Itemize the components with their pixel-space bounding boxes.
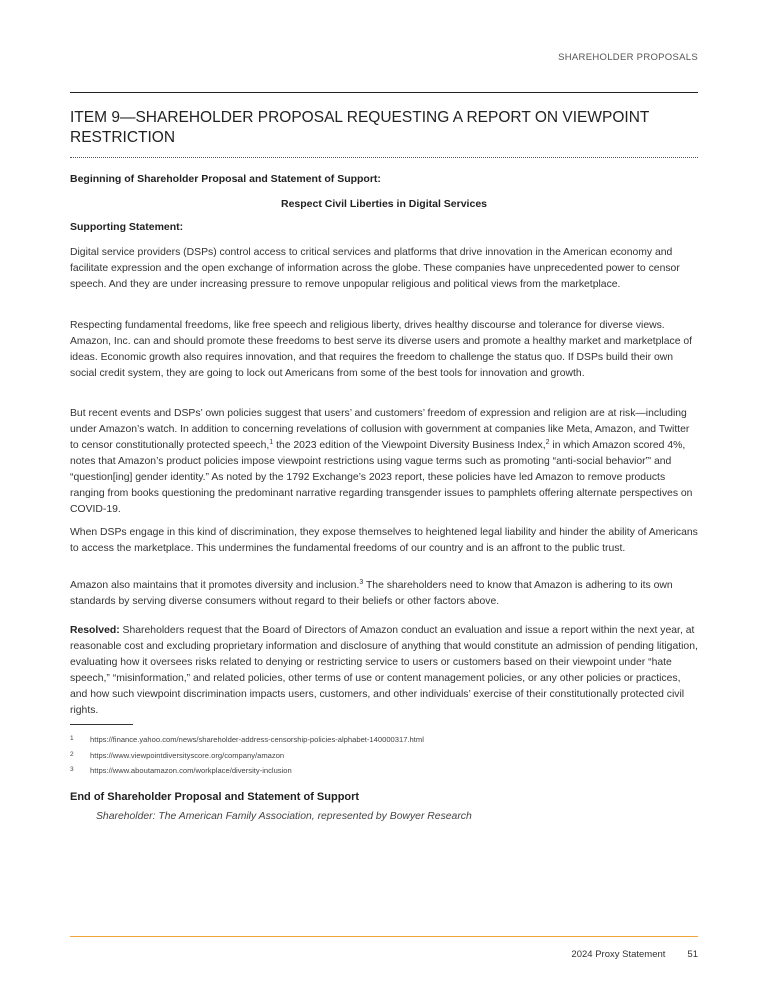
footnote-number: 2 <box>70 751 74 758</box>
p5-text-b: The shareholders need to know that Amazon is adhering to its own standards by serving diverse consumers without regard to their beliefs or other factors above. <box>70 580 673 607</box>
footnote-ref-3: 3 <box>359 579 364 586</box>
resolved-text: Shareholders request that the Board of Directors of Amazon conduct an evaluation and issue a report within the next year, at reasonable cost and excluding proprietary information and disclosure of anything that would constitute an admission of pending litigation, evaluating how it oversees risks related to denying or restricting service to users or customers based on their viewpoint under “hate speech,” “misinformation,” and related policies, other terms of use or content management policies, or any other policies or practices, and how such viewpoint discrimination impacts users, customers, and other individuals’ exercise of their constitutionally protected civil rights. <box>70 625 698 716</box>
footer-doc-title: 2024 Proxy Statement <box>571 949 666 960</box>
paragraph-3 <box>70 406 698 518</box>
footnote-1 <box>70 735 424 744</box>
header-rule <box>70 92 698 93</box>
end-heading: End of Shareholder Proposal and Statement of Support <box>70 791 360 803</box>
page-title: ITEM 9—SHAREHOLDER PROPOSAL REQUESTING A REPORT ON VIEWPOINT RESTRICTION <box>70 109 650 146</box>
resolved-paragraph <box>70 623 698 719</box>
proposal-title: Respect Civil Liberties in Digital Services <box>281 198 487 210</box>
dotted-divider <box>70 157 698 158</box>
p3-text-c: in which Amazon scored 4%, notes that Amazon’s product policies impose viewpoint restrictions using vague terms such as promoting “anti-social behavior”' and “question[ing] gender identity.” As noted by the 1792 Exchange’s 2023 report, these policies have led Amazon to remove products ranging from books questioning the predominant narrative regarding transgender issues to pamphlets offering alternate perspectives on COVID-19. <box>70 440 693 515</box>
footnote-ref-1: 1 <box>269 439 274 446</box>
footnote-2 <box>70 751 284 760</box>
p3-text-b: the 2023 edition of the Viewpoint Diversity Business Index, <box>273 440 546 451</box>
footnote-rule <box>70 724 133 725</box>
supporting-heading: Supporting Statement: <box>70 221 184 233</box>
paragraph-1: Digital service providers (DSPs) control access to critical services and platforms that drive innovation in the American economy and facilitate expression and the open exchange of information across the globe. These companies have unprecedented power to censor speech. And they are under increasing pressure to remove unpopular religious and political views from the marketplace. <box>70 247 680 290</box>
resolved-label: Resolved: <box>70 625 120 636</box>
shareholder-attribution: Shareholder: The American Family Association, represented by Bowyer Research <box>96 811 472 822</box>
beginning-heading: Beginning of Shareholder Proposal and Statement of Support: <box>70 173 381 185</box>
footer-rule <box>70 936 698 937</box>
p3-text-a: But recent events and DSPs’ own policies suggest that users’ and customers’ freedom of expression and religion are at risk—including under Amazon’s watch. In addition to concerning revelations of collusion with government at companies like Meta, Amazon, and Twitter to censor constitutionally protected speech, <box>70 408 690 451</box>
paragraph-4: When DSPs engage in this kind of discrimination, they expose themselves to heightened legal liability and hinder the ability of Americans to access the marketplace. This undermines the fundamental freedoms of our country and is an affront to the public trust. <box>70 527 698 554</box>
paragraph-5 <box>70 578 698 610</box>
footnote-link[interactable]: https://www.viewpointdiversityscore.org/company/amazon <box>90 751 285 760</box>
p5-text-a: Amazon also maintains that it promotes diversity and inclusion. <box>70 580 360 591</box>
page-number: 51 <box>687 949 698 960</box>
footnote-link[interactable]: https://www.aboutamazon.com/workplace/diversity-inclusion <box>90 766 292 775</box>
footnote-3 <box>70 766 292 775</box>
footnote-number: 3 <box>70 766 74 773</box>
page-footer <box>571 949 698 960</box>
running-header: SHAREHOLDER PROPOSALS <box>558 52 698 63</box>
footnote-link[interactable]: https://finance.yahoo.com/news/shareholder-address-censorship-policies-alphabet-140000317.html <box>90 735 424 744</box>
footnote-ref-2: 2 <box>545 439 550 446</box>
paragraph-2: Respecting fundamental freedoms, like free speech and religious liberty, drives healthy discourse and tolerance for diverse views. Amazon, Inc. can and should promote these freedoms to best serve its diverse users and promote a healthy market and marketplace of ideas. Economic growth also requires innovation, and that requires the freedom to challenge the status quo. If DSPs build their own social credit system, they are going to lock out Americans from some of the best tools for innovation and growth. <box>70 320 693 379</box>
footnote-number: 1 <box>70 735 74 742</box>
